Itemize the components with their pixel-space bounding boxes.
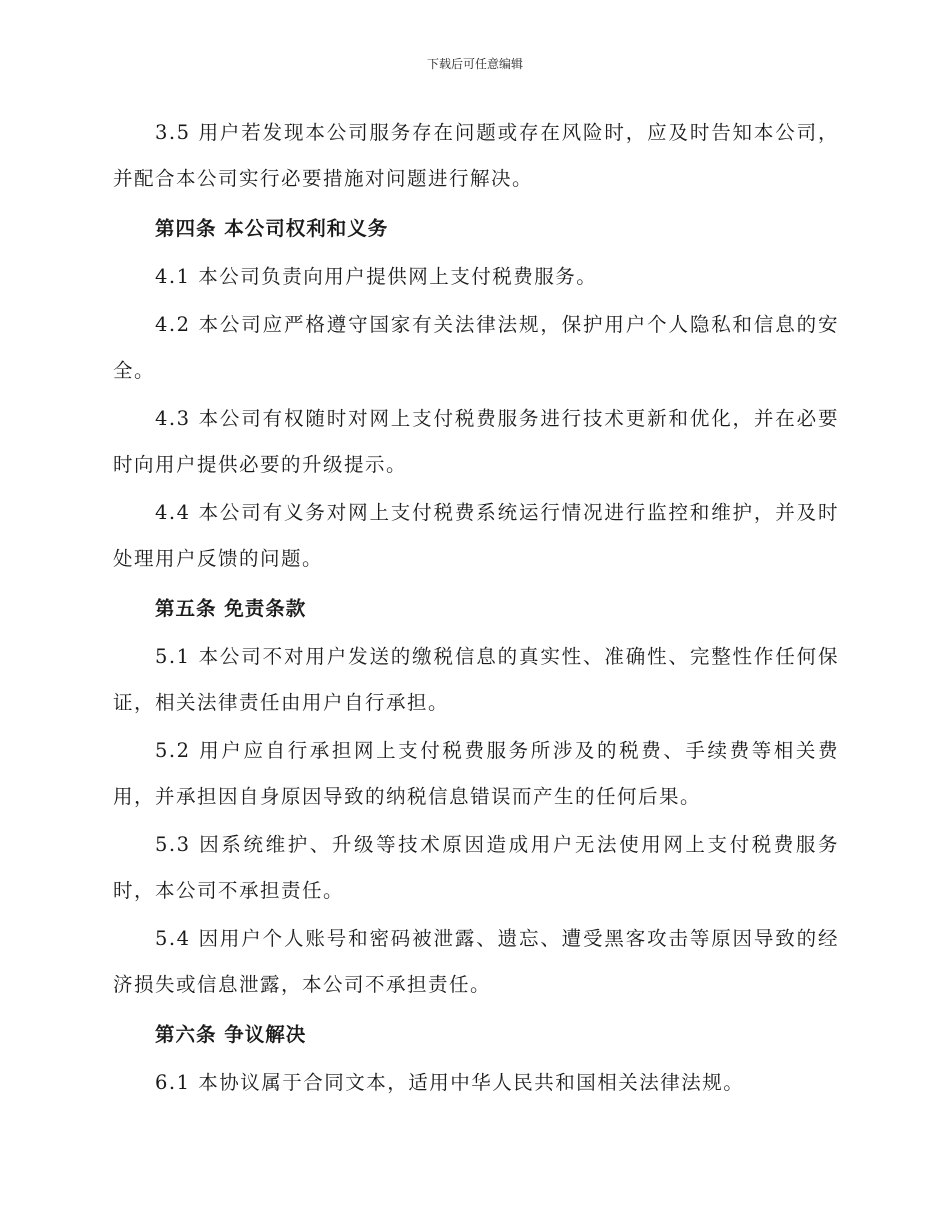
clause-5-1: 5.1 本公司不对用户发送的缴税信息的真实性、准确性、完整性作任何保证，相关法律责任由用户自行承担。 — [113, 645, 839, 714]
clause-4-3: 4.3 本公司有权随时对网上支付税费服务进行技术更新和优化，并在必要时向用户提供必要的升级提示。 — [113, 407, 839, 476]
clause-6-1: 6.1 本协议属于合同文本，适用中华人民共和国相关法律法规。 — [155, 1071, 745, 1094]
document-body — [113, 110, 839, 1108]
article-4-heading: 第四条 本公司权利和义务 — [155, 217, 389, 240]
article-5-heading: 第五条 免责条款 — [155, 597, 307, 620]
clause-3-5: 3.5 用户若发现本公司服务存在问题或存在风险时，应及时告知本公司，并配合本公司实行必要措施对问题进行解决。 — [113, 121, 839, 190]
article-6-heading: 第六条 争议解决 — [155, 1023, 307, 1046]
clause-4-1: 4.1 本公司负责向用户提供网上支付税费服务。 — [155, 265, 598, 288]
clause-5-3: 5.3 因系统维护、升级等技术原因造成用户无法使用网上支付税费服务时，本公司不承担责任。 — [113, 833, 839, 902]
clause-4-2: 4.2 本公司应严格遵守国家有关法律法规，保护用户个人隐私和信息的安全。 — [113, 313, 839, 382]
clause-5-4: 5.4 因用户个人账号和密码被泄露、遗忘、遭受黑客攻击等原因导致的经济损失或信息泄露，本公司不承担责任。 — [113, 927, 839, 996]
clause-5-2: 5.2 用户应自行承担网上支付税费服务所涉及的税费、手续费等相关费用，并承担因自身原因导致的纳税信息错误而产生的任何后果。 — [113, 739, 839, 808]
clause-4-4: 4.4 本公司有义务对网上支付税费系统运行情况进行监控和维护，并及时处理用户反馈的问题。 — [113, 501, 839, 570]
page-header: 下载后可任意编辑 — [426, 57, 523, 71]
